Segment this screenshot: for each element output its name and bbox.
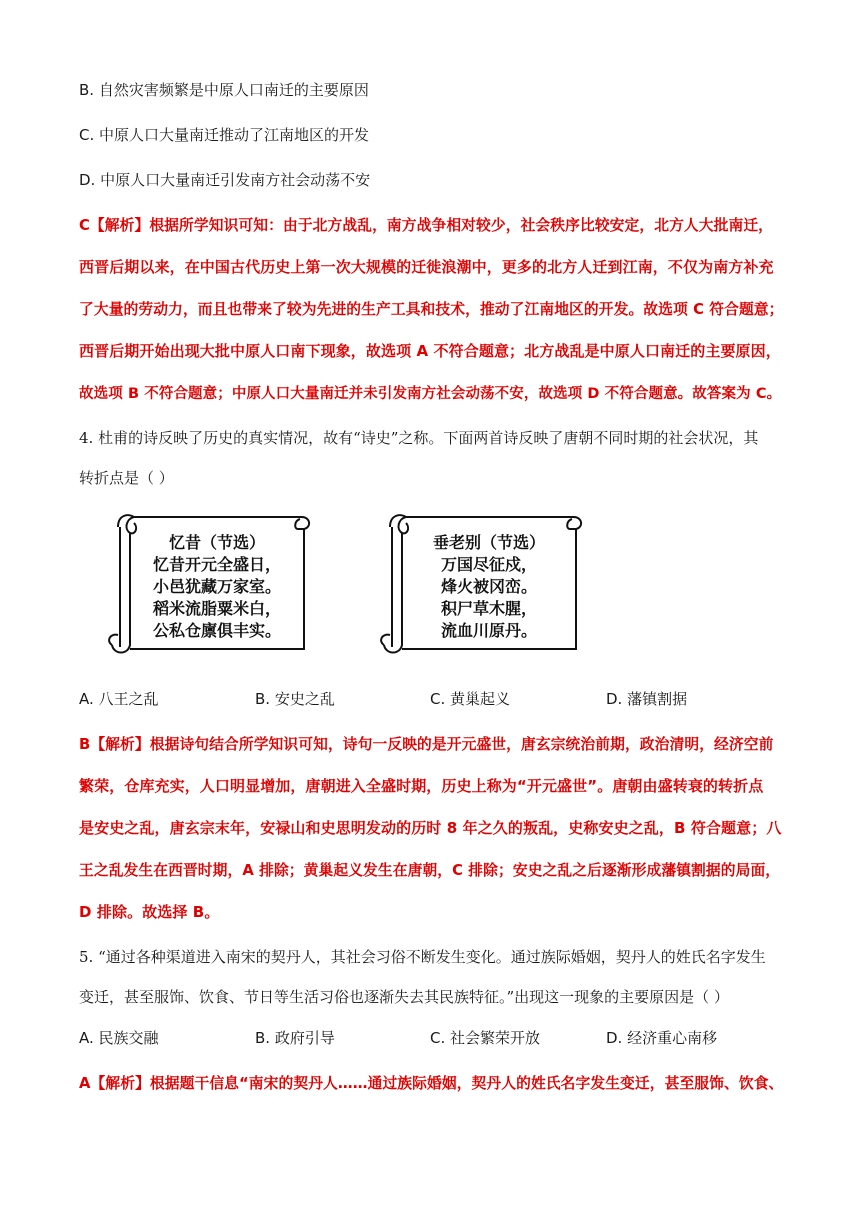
q5-stem-line1: 5. “通过各种渠道进入南宋的契丹人，其社会习俗不断发生变化。通过族际婚姻，契丹人的姓氏名字发生 <box>79 948 766 966</box>
q4-analysis-line: 繁荣，仓库充实，人口明显增加，唐朝进入全盛时期，历史上称为“开元盛世”。唐朝由盛转衰的转折点 <box>79 777 764 795</box>
q3-analysis-line: 西晋后期以来，在中国古代历史上第一次大规模的迁徙浪潮中，更多的北方人迁到江南，不仅为南方补充 <box>79 258 774 276</box>
q5-option-a: A. 民族交融 <box>79 1029 159 1047</box>
poem-1-line: 稻米流脂粟米白， <box>152 599 281 618</box>
q3-analysis-line: 了大量的劳动力，而且也带来了较为先进的生产工具和技术，推动了江南地区的开发。故选项 C 符合题意； <box>79 301 784 318</box>
poem-1-line: 忆昔开元全盛日， <box>152 555 281 574</box>
poem-2-line: 烽火被冈峦。 <box>440 577 537 596</box>
poem-scroll-2 <box>362 505 592 665</box>
q4-option-d: D. 藩镇割据 <box>606 690 688 708</box>
q3-option-d: D. 中原人口大量南迁引发南方社会动荡不安 <box>79 171 371 189</box>
poem-1-line: 小邑犹藏万家室。 <box>152 577 281 596</box>
poem-1-line: 公私仓廪俱丰实。 <box>152 621 281 640</box>
q4-analysis-line: D 排除。故选择 B。 <box>79 903 220 921</box>
poem-1-title: 忆昔（节选） <box>168 533 265 552</box>
q5-option-c: C. 社会繁荣开放 <box>430 1029 541 1047</box>
q4-option-b: B. 安史之乱 <box>255 690 335 708</box>
q4-stem-line2: 转折点是（ ） <box>79 469 174 487</box>
poem-scroll-1 <box>90 505 320 665</box>
q4-analysis-line: 王之乱发生在西晋时期，A 排除；黄巢起义发生在唐朝，C 排除；安史之乱之后逐渐形成藩镇割据的局面， <box>79 862 781 879</box>
q4-option-c: C. 黄巢起义 <box>430 690 511 708</box>
q3-option-c: C. 中原人口大量南迁推动了江南地区的开发 <box>79 126 370 144</box>
q3-analysis-line: C【解析】根据所学知识可知：由于北方战乱，南方战争相对较少，社会秩序比较安定，北方人大批南迁， <box>79 217 774 234</box>
q5-stem-line2: 变迁，甚至服饰、饮食、节日等生活习俗也逐渐失去其民族特征。”出现这一现象的主要原因是（ ） <box>79 988 729 1006</box>
q3-analysis-line: 西晋后期开始出现大批中原人口南下现象，故选项 A 不符合题意；北方战乱是中原人口南迁的主要原因， <box>79 342 781 360</box>
poem-1 <box>132 532 302 642</box>
poem-2-line: 积尸草木腥， <box>440 599 537 618</box>
poem-2-line: 万国尽征戍， <box>440 555 537 574</box>
q4-analysis-line: 是安史之乱，唐玄宗末年，安禄山和史思明发动的历时 8 年之久的叛乱，史称安史之乱，B 符合题意；八 <box>79 819 782 837</box>
q5-option-b: B. 政府引导 <box>255 1029 335 1047</box>
poem-2-title: 垂老别（节选） <box>432 533 545 552</box>
q4-option-a: A. 八王之乱 <box>79 690 159 708</box>
q3-option-b: B. 自然灾害频繁是中原人口南迁的主要原因 <box>79 81 369 99</box>
q4-analysis-line: B【解析】根据诗句结合所学知识可知，诗句一反映的是开元盛世，唐玄宗统治前期，政治清明，经济空前 <box>79 736 774 753</box>
q3-analysis-line: 故选项 B 不符合题意；中原人口大量南迁并未引发南方社会动荡不安，故选项 D 不符合题意。故答案为 C。 <box>79 386 782 402</box>
q5-option-d: D. 经济重心南移 <box>606 1029 718 1047</box>
poem-2 <box>404 532 574 642</box>
q5-analysis-line: A【解析】根据题干信息“南宋的契丹人……通过族际婚姻，契丹人的姓氏名字发生变迁，甚至服饰、饮食、 <box>79 1075 784 1092</box>
poem-2-line: 流血川原丹。 <box>440 621 537 640</box>
q4-stem-line1: 4. 杜甫的诗反映了历史的真实情况，故有“诗史”之称。下面两首诗反映了唐朝不同时期的社会状况，其 <box>79 429 759 447</box>
